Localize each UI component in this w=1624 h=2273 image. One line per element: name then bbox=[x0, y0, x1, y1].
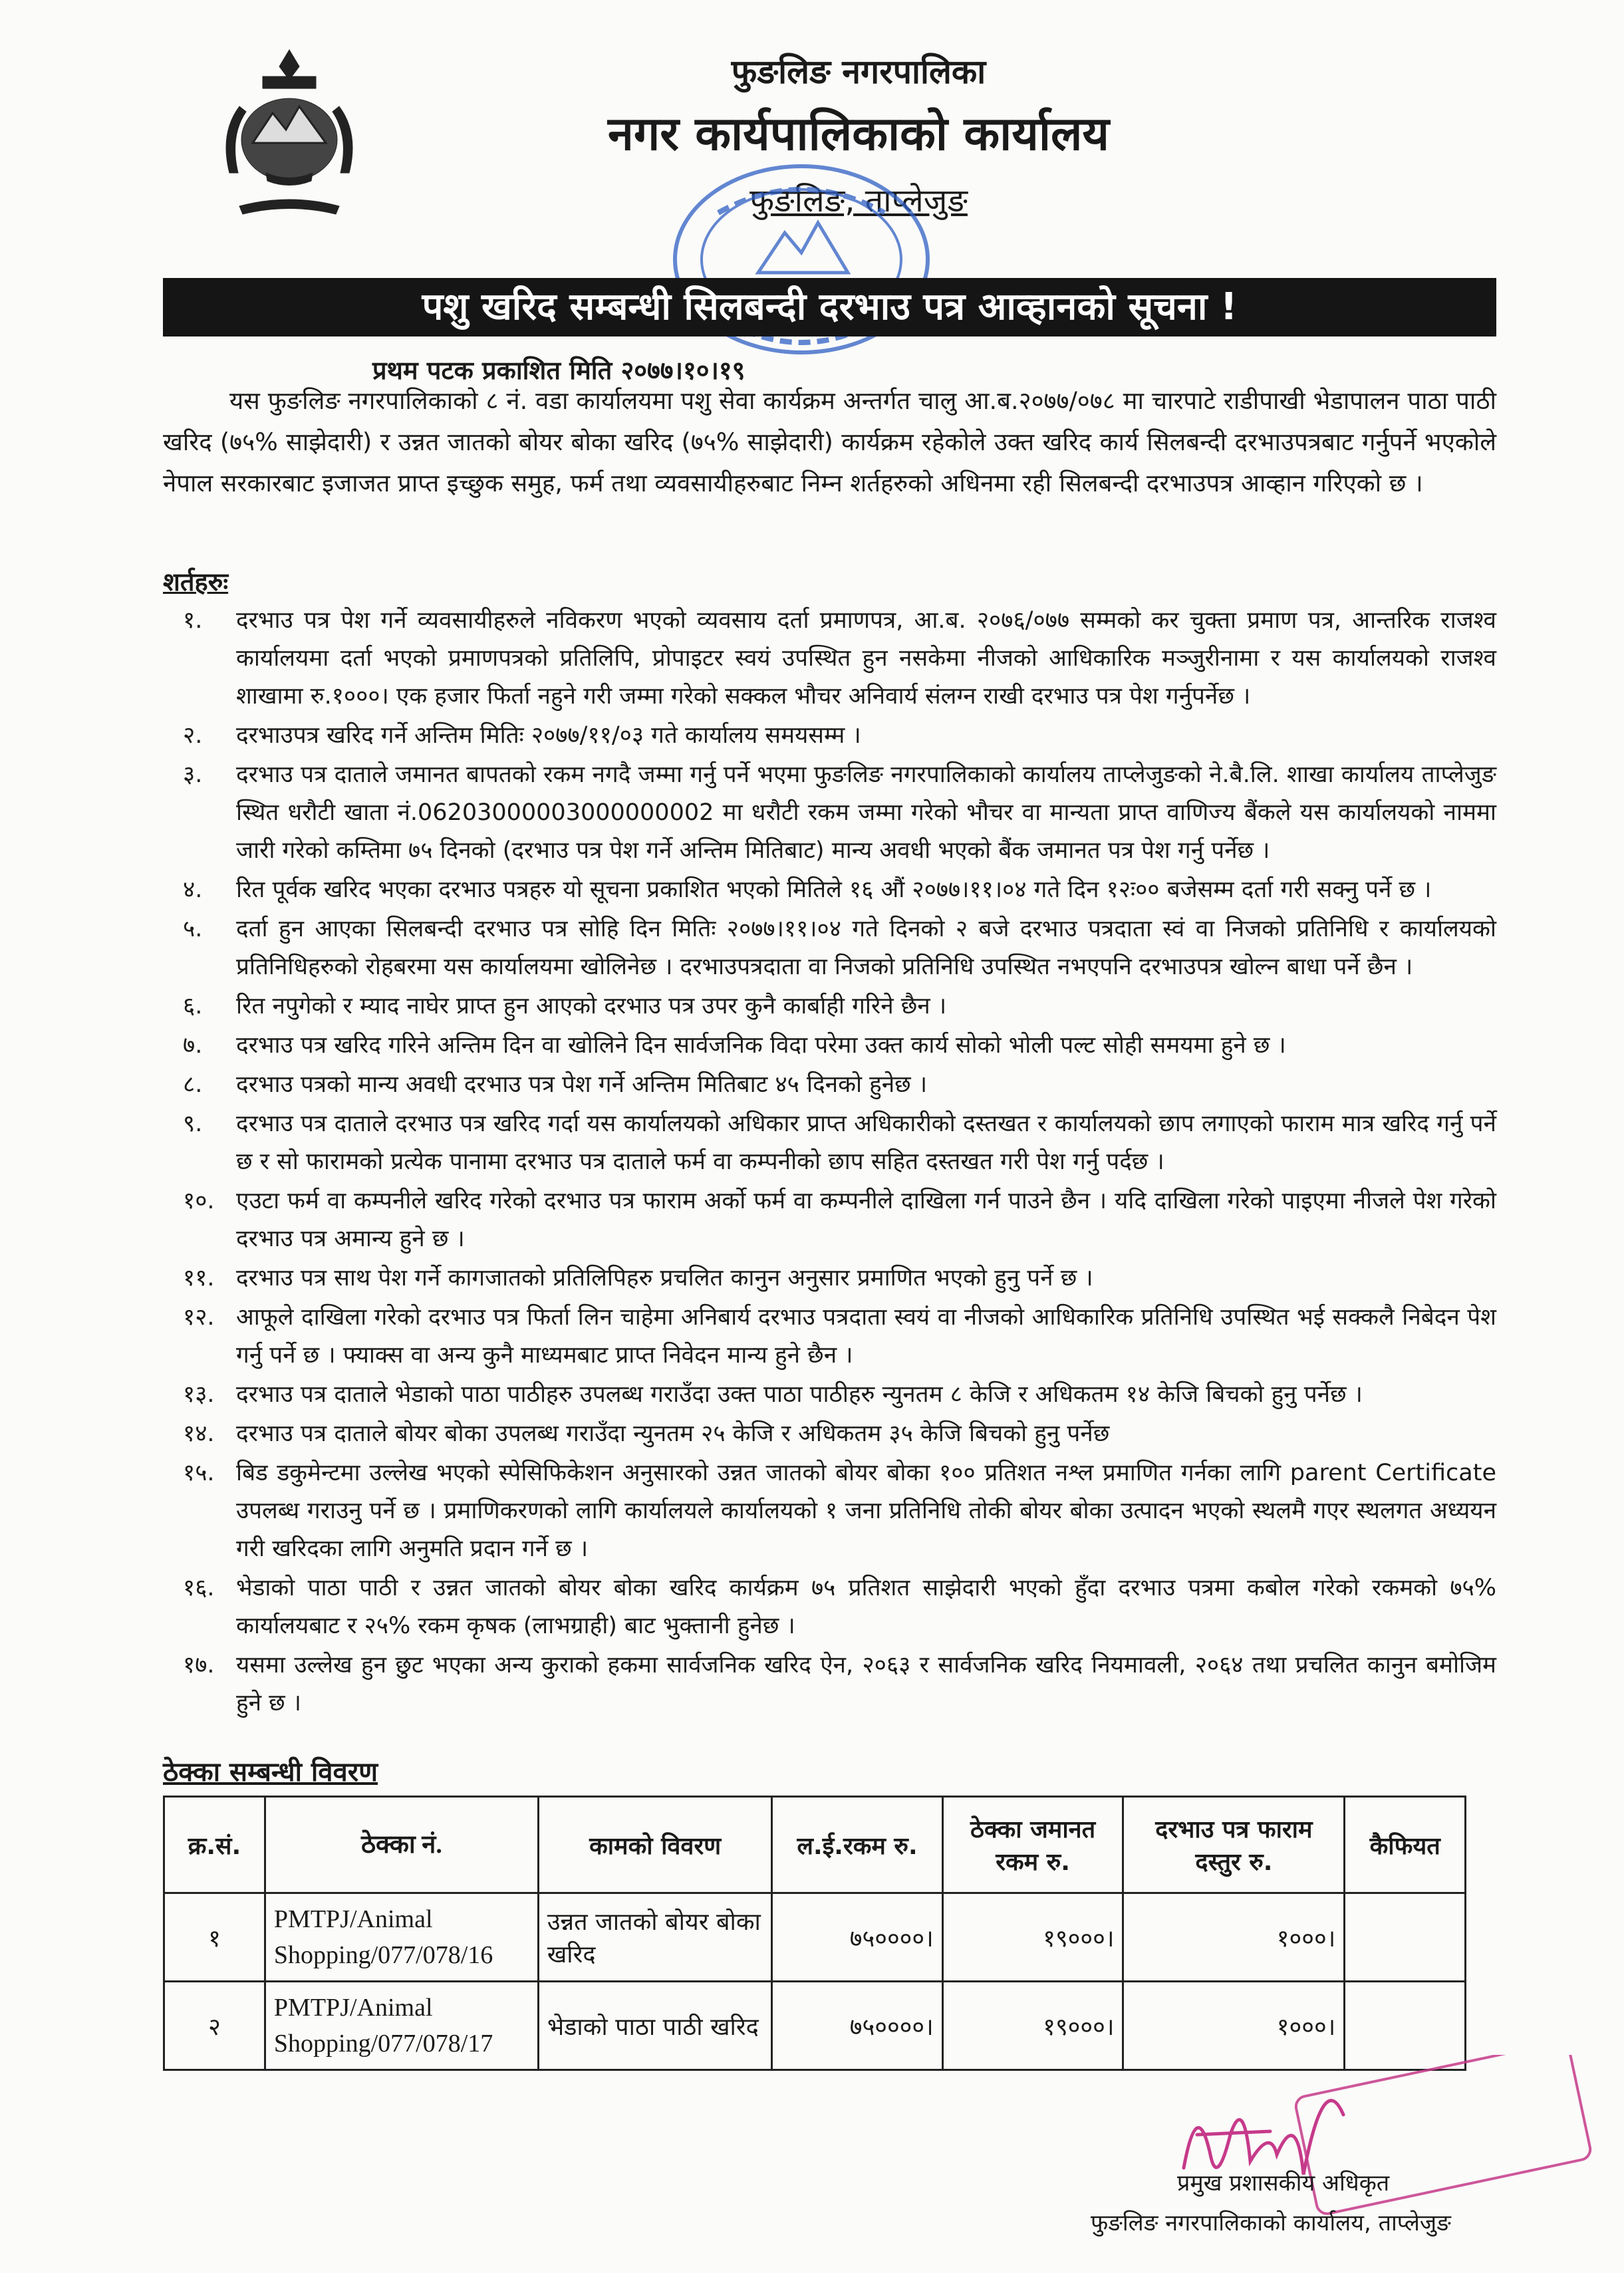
column-header: क्र.सं. bbox=[164, 1797, 265, 1893]
condition-item: ११. दरभाउ पत्र साथ पेश गर्ने कागजातको प्रतिलिपिहरु प्रचलित कानुन अनुसार प्रमाणित भएको हुनु पर्ने छ । bbox=[183, 1265, 1093, 1291]
table-header-row bbox=[164, 1797, 1466, 1893]
table-cell: १९०००। bbox=[942, 1982, 1123, 2070]
notice-title: पशु खरिद सम्बन्धी सिलबन्दी दरभाउ पत्र आव्हानको सूचना ! bbox=[163, 278, 1496, 336]
column-header: दरभाउ पत्र फाराम दस्तुर रु. bbox=[1123, 1797, 1345, 1893]
table-cell: PMTPJ/Animal Shopping/077/078/16 bbox=[265, 1893, 538, 1982]
table-cell: १०००। bbox=[1123, 1893, 1345, 1982]
condition-item: ५. दर्ता हुन आएका सिलबन्दी दरभाउ पत्र सोहि दिन मितिः २०७७।११।०४ गते दिनको २ बजे दरभाउ पत्रदाता स्वं वा निजको प्रतिनिधि र कार्यालयको प्रतिनिधिहरुको रोहबरमा यस कार्यालयमा खोलिनेछ । दरभाउपत्रदाता वा निजको प्रतिनिधि उपस्थित नभएपनि दरभाउपत्र खोल्न बाधा पर्ने छैन । bbox=[183, 916, 1496, 980]
table-cell: २ bbox=[164, 1982, 265, 2070]
condition-item: १५. बिड डकुमेन्टमा उल्लेख भएको स्पेसिफिकेशन अनुसारको उन्नत जातको बोयर बोका १०० प्रतिशत नश्ल प्रमाणित गर्नका लागि parent Certificate उपलब्ध गराउनु पर्ने छ । प्रमाणिकरणको लागि कार्यालयले कार्यालयको १ जना प्रतिनिधि तोकी बोयर बोका उत्पादन भएको स्थलमै गएर स्थलगत अध्ययन गरी खरिदका लागि अनुमति प्रदान गर्ने छ । bbox=[183, 1460, 1496, 1562]
table-cell: ७५००००। bbox=[772, 1893, 942, 1982]
publication-date: प्रथम पटक प्रकाशित मिति २०७७।१०।१९ bbox=[372, 356, 745, 385]
municipality-name: फुङलिङ नगरपालिका bbox=[731, 53, 986, 91]
condition-item: ४. रित पूर्वक खरिद भएका दरभाउ पत्रहरु यो सूचना प्रकाशित भएको मितिले १६ औं २०७७।११।०४ गते दिन १२ः०० बजेसम्म दर्ता गरी सक्नु पर्ने छ । bbox=[183, 876, 1432, 903]
column-header: ल.ई.रकम रु. bbox=[772, 1797, 942, 1893]
signatory-office: फुङलिङ नगरपालिकाको कार्यालय, ताप्लेजुङ bbox=[1091, 2210, 1451, 2236]
condition-item: १३. दरभाउ पत्र दाताले भेडाको पाठा पाठीहरु उपलब्ध गराउँदा उक्त पाठा पाठीहरु न्युनतम ८ केजि र अधिकतम १४ केजि बिचको हुनु पर्नेछ । bbox=[183, 1381, 1363, 1408]
column-header: ठेक्का नं. bbox=[265, 1797, 538, 1893]
column-header: ठेक्का जमानत रकम रु. bbox=[942, 1797, 1123, 1893]
condition-item: १०. एउटा फर्म वा कम्पनीले खरिद गरेको दरभाउ पत्र फाराम अर्को फर्म वा कम्पनीले दाखिला गर्न पाउने छैन । यदि दाखिला गरेको पाइएमा नीजले पेश गरेको दरभाउ पत्र अमान्य हुने छ । bbox=[183, 1188, 1496, 1252]
conditions-heading: शर्तहरुः bbox=[163, 567, 229, 597]
signatory-title: प्रमुख प्रशासकीय अधिकृत bbox=[1177, 2170, 1390, 2197]
table-cell bbox=[1345, 1893, 1466, 1982]
office-name: नगर कार्यपालिकाको कार्यालय bbox=[607, 106, 1110, 161]
condition-item: ६. रित नपुगेको र म्याद नाघेर प्राप्त हुन आएको दरभाउ पत्र उपर कुनै कार्बाही गरिने छैन । bbox=[183, 993, 947, 1019]
contract-table bbox=[163, 1796, 1466, 2071]
table-cell: १ bbox=[164, 1893, 265, 1982]
condition-item: १२. आफूले दाखिला गरेको दरभाउ पत्र फिर्ता लिन चाहेमा अनिबार्य दरभाउ पत्रदाता स्वयं वा नीजको आधिकारिक प्रतिनिधि उपस्थित भई सक्कलै निबेदन पेश गर्नु पर्ने छ । फ्याक्स वा अन्य कुनै माध्यमबाट प्राप्त निवेदन मान्य हुने छैन । bbox=[183, 1304, 1496, 1369]
table-cell: PMTPJ/Animal Shopping/077/078/17 bbox=[265, 1982, 538, 2070]
condition-item: ३. दरभाउ पत्र दाताले जमानत बापतको रकम नगदै जम्मा गर्नु पर्ने भएमा फुङलिङ नगरपालिकाको कार्यालय ताप्लेजुङको ने.बै.लि. शाखा कार्यालय ताप्लेजुङ स्थित धरौटी खाता नं.06203000003000000002 मा धरौटी रकम जम्मा गरेको भौचर वा मान्यता प्राप्त वाणिज्य बैंकले यस कार्यालयको नाममा जारी गरेको कम्तिमा ७५ दिनको (दरभाउ पत्र पेश गर्ने अन्तिम मितिबाट) मान्य अवधी भएको बैंक जमानत पत्र पेश गर्नु पर्नेछ । bbox=[183, 761, 1496, 864]
table-cell: ७५००००। bbox=[772, 1982, 942, 2070]
condition-item: ७. दरभाउ पत्र खरिद गरिने अन्तिम दिन वा खोलिने दिन सार्वजनिक विदा परेमा उक्त कार्य सोको भोली पल्ट सोही समयमा हुने छ । bbox=[183, 1032, 1286, 1059]
conditions-list bbox=[163, 602, 1496, 1724]
intro-paragraph: यस फुङलिङ नगरपालिकाको ८ नं. वडा कार्यालयमा पशु सेवा कार्यक्रम अन्तर्गत चालु आ.ब.२०७७/०७८ मा चारपाटे राडीपाखी भेडापालन पाठा पाठी खरिद (७५% साझेदारी) र उन्नत जातको बोयर बोका खरिद (७५% साझेदारी) कार्यक्रम रहेकोले उक्त खरिद कार्य सिलबन्दी दरभाउपत्रबाट गर्नुपर्ने भएकोले नेपाल सरकारबाट इजाजत प्राप्त इच्छुक समुह, फर्म तथा व्यवसायीहरुबाट निम्न शर्तहरुको अधिनमा रही सिलबन्दी दरभाउपत्र आव्हान गरिएको छ । bbox=[163, 386, 1496, 497]
table-cell: १९०००। bbox=[942, 1893, 1123, 1982]
condition-item: १४. दरभाउ पत्र दाताले बोयर बोका उपलब्ध गराउँदा न्युनतम २५ केजि र अधिकतम ३५ केजि बिचको हुनु पर्नेछ bbox=[183, 1420, 1110, 1447]
column-header: कैफियत bbox=[1345, 1797, 1466, 1893]
condition-item: ९. दरभाउ पत्र दाताले दरभाउ पत्र खरिद गर्दा यस कार्यालयको अधिकार प्राप्त अधिकारीको दस्तखत र कार्यालयको छाप लगाएको फाराम मात्र खरिद गर्नु पर्ने छ र सो फारामको प्रत्येक पानामा दरभाउ पत्र दाताले फर्म वा कम्पनीको छाप सहित दस्तखत गरी पेश गर्नु पर्दछ । bbox=[183, 1111, 1496, 1175]
condition-item: १. दरभाउ पत्र पेश गर्ने व्यवसायीहरुले नविकरण भएको व्यवसाय दर्ता प्रमाणपत्र, आ.ब. २०७६/०७७ सम्मको कर चुक्ता प्रमाण पत्र, आन्तरिक राजश्व कार्यालयमा दर्ता भएको प्रमाणपत्रको प्रतिलिपि, प्रोपाइटर स्वयं उपस्थित हुन नसकेमा नीजको आधिकारिक मञ्जुरीनामा र यस कार्यालयको राजश्व शाखामा रु.१०००। एक हजार फिर्ता नहुने गरी जम्मा गरेको सक्कल भौचर अनिवार्य संलग्न राखी दरभाउ पत्र पेश गर्नुपर्नेछ । bbox=[183, 607, 1496, 710]
office-location: फुङलिङ, ताप्लेजुङ bbox=[749, 182, 968, 219]
column-header: कामको विवरण bbox=[538, 1797, 772, 1893]
table-cell: भेडाको पाठा पाठी खरिद bbox=[538, 1982, 772, 2070]
table-row bbox=[164, 1893, 1466, 1982]
contract-table-heading: ठेक्का सम्बन्धी विवरण bbox=[163, 1757, 378, 1788]
condition-item: २. दरभाउपत्र खरिद गर्ने अन्तिम मितिः २०७७/११/०३ गते कार्यालय समयसम्म । bbox=[183, 722, 861, 749]
condition-item: १६. भेडाको पाठा पाठी र उन्नत जातको बोयर बोका खरिद कार्यक्रम ७५ प्रतिशत साझेदारी भएको हुँदा दरभाउ पत्रमा कबोल गरेको रकमको ७५% कार्यालयबाट र २५% रकम कृषक (लाभग्राही) बाट भुक्तानी हुनेछ । bbox=[183, 1575, 1496, 1639]
condition-item: १७. यसमा उल्लेख हुन छुट भएका अन्य कुराको हकमा सार्वजनिक खरिद ऐन, २०६३ र सार्वजनिक खरिद नियमावली, २०६४ तथा प्रचलित कानुन बमोजिम हुने छ । bbox=[183, 1652, 1496, 1716]
condition-item: ८. दरभाउ पत्रको मान्य अवधी दरभाउ पत्र पेश गर्ने अन्तिम मितिबाट ४५ दिनको हुनेछ । bbox=[183, 1071, 928, 1098]
office-stamp-icon bbox=[658, 160, 944, 379]
table-cell: १०००। bbox=[1123, 1982, 1345, 2070]
table-cell: उन्नत जातको बोयर बोका खरिद bbox=[538, 1893, 772, 1982]
